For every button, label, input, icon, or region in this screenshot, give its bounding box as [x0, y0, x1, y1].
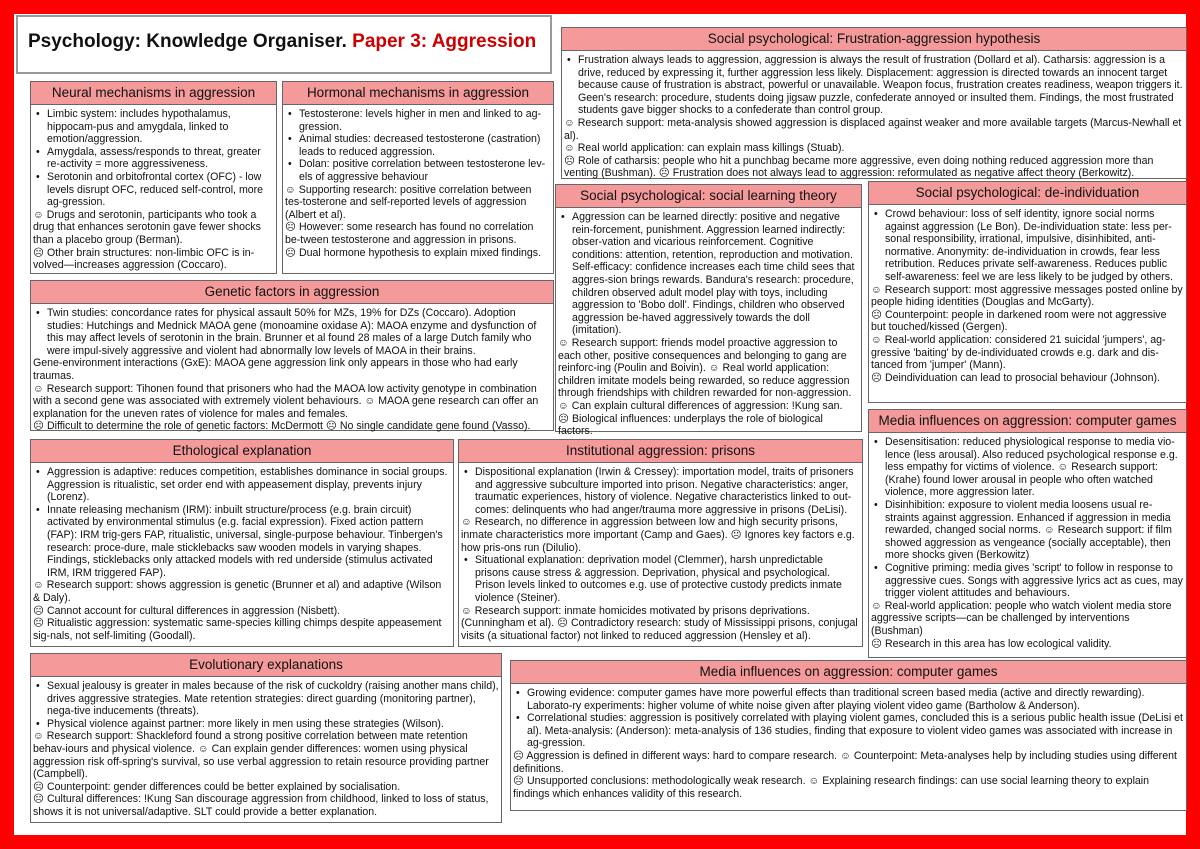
evolutionary-body [33, 680, 499, 821]
media-games-line: • Cognitive priming: media gives 'script' to follow in response to aggressive cues. Songs with aggressive lyrics act as cues, may trigger violent attitudes and behaviours. [871, 562, 1184, 600]
genetic-line: ☹ Difficult to determine the role of genetic factors: McDermott ☹ No single candidate gene found (Vasso). [33, 420, 531, 433]
media-games-line: ☹ Research in this area has low ecological validity. [871, 637, 1112, 650]
slt-line: ☺ Research support: friends model proactive aggression to each other, positive consequences and belonging to gang are reinforc-ing (Poulin and Boivin). ☺ Real world application: children imitate models being rewarded, so reduce aggression through friendships with children rewarded for non-aggression. [558, 336, 852, 400]
hormonal-line: ☺ Supporting research: positive correlation between tes-tosterone and self-reported levels of aggression (Albert et al). [285, 183, 532, 221]
media-games-heading-right: Media influences on aggression: computer games [868, 409, 1187, 433]
neural-line: ☹ Other brain structures: non-limbic OFC is in-volved—increases aggression (Coccaro). [33, 246, 255, 272]
ethological-line: ☹ Ritualistic aggression: systematic same-species killing chimps despite appeasement sig-nals, not self-limiting (Goodall). [33, 617, 442, 642]
title-box [16, 15, 552, 74]
neural-line: • Amygdala, assess/responds to threat, greater re-activity = more aggressiveness. [33, 146, 274, 171]
deindividuation-line: ☹ Deindividuation can lead to prosocial behaviour (Johnson). [871, 371, 1161, 384]
hormonal-line: • Testosterone: levels higher in men and linked to ag-gression. [285, 108, 551, 133]
ethological-line: ☺ Research support: shows aggression is genetic (Brunner et al) and adaptive (Wilson & Daly). [33, 579, 442, 604]
neural-line: • Limbic system: includes hypothalamus, hippocam-pus and amygdala, linked to emotion/aggression. [33, 108, 274, 146]
evolutionary-heading: Evolutionary explanations [30, 653, 502, 677]
frustration-heading: Social psychological: Frustration-aggression hypothesis [561, 27, 1187, 51]
evolutionary-line: ☺ Research support: Shackleford found a strong positive correlation between mate retention behav-iours and physical violence. ☺ Can explain gender differences: women using physical aggression risk off-spring's survival, so use verbal aggression to retain resource providing partner (Campbell). [33, 730, 489, 781]
media-games-line: ☹ Aggression is defined in different ways: hard to compare research. ☺ Counterpoint: Meta-analyses help by including studies using different definitions. [513, 749, 1177, 775]
media-games-body-right [871, 436, 1184, 656]
evolutionary-line: ☹ Cultural differences: !Kung San discourage aggression from childhood, linked to loss of status, shows it is not universal/adaptive. SLT could provide a better explanation. [33, 793, 489, 818]
genetic-body [33, 307, 551, 433]
institutional-line: • Situational explanation: deprivation model (Clemmer), harsh unpredictable prisons cause stress & aggression. Deprivation, physical and psychological. Prison levels linked to outcomes e.g. use of protective custody predicts inmate violence (Steiner). [461, 554, 860, 604]
deindividuation-line: ☹ Counterpoint: people in darkened room were not aggressive but touched/kissed (Gergen). [871, 308, 1167, 334]
frustration-line: • Frustration always leads to aggression, aggression is always the result of frustration (Dollard et al). Catharsis: aggression is a drive, reduced by expressing it, further aggression less likely. Displacement: aggression is directed towards an innocent target because cause of frustration is abstract, powerful or unavailable. Weapon focus, frustration creates readiness, weapon triggers it. Geen's research: procedure, students doing jigsaw puzzle, confederate annoyed or insulted them. Findings, the most frustrated students gave bigger shocks to a confederate than control group. [564, 54, 1184, 117]
media-games-line: • Disinhibition: exposure to violent media loosens usual re-straints against aggression. Enhanced if aggression in media rewarded, changed social norms. ☺ Research support: if film showed aggression as vengeance (socially acceptable), then more shocks given (Berkowitz) [871, 499, 1184, 562]
neural-line: ☺ Drugs and serotonin, participants who took a drug that enhances serotonin gave fewer shocks than a placebo group (Berman). [33, 208, 261, 246]
slt-line: ☹ Biological influences: underplays the role of biological factors. [558, 412, 823, 438]
institutional-line: ☺ Research support: inmate homicides motivated by prisons deprivations. (Cunningham et al). ☹ Contradictory research: study of Mississippi prisons, conjugal visits (a situational factor) not linked to reduced aggression (Hensley et al). [461, 604, 858, 642]
evolutionary-line: • Sexual jealousy is greater in males because of the risk of cuckoldry (raising another mans child), drives aggressive strategies. Mate retention strategies: direct guarding (monitoring partner), nega-tive inducements (threats). [33, 680, 499, 718]
neural-body [33, 108, 274, 272]
media-games-line: • Correlational studies: aggression is positively correlated with playing violent games, concluded this is a serious public health issue (DeLisi et al). Meta-analysis: (Anderson): meta-analysis of 136 studies, finding that exposure to violent video games was associated with increase in ag-gression. [513, 712, 1184, 750]
institutional-line: ☺ Research, no difference in aggression between low and high security prisons, inmate characteristics more important (Camp and Gaes). ☹ Ignores key factors e.g. how pris-ons run (Dilulio). [461, 516, 855, 554]
neural-line: • Serotonin and orbitofrontal cortex (OFC) - low levels disrupt OFC, reduced self-control, more ag-gression. [33, 171, 274, 209]
deindividuation-line: ☺ Research support: most aggressive messages posted online by people hiding identities (Douglas and McGarty). [871, 283, 1183, 309]
genetic-line: • Twin studies: concordance rates for physical assault 50% for MZs, 19% for DZs (Coccaro). Adoption studies: Hutchings and Mednick MAOA gene (monoamine oxidase A): MAOA enzyme and dysfunction of this may affect levels of serotonin in the brain. Brunner et al found 28 males of a large Dutch family who were impul-sively aggressive and violent had abnormally low levels of MAOA in their brains. [33, 307, 551, 357]
title-sub: Paper 3: Aggression [352, 31, 537, 52]
media-games-line: ☹ Unsupported conclusions: methodologically weak research. ☺ Explaining research findings: can use social learning theory to explain findings which enhances validity of this research. [513, 775, 1150, 800]
media-games-body-bottom [513, 687, 1184, 809]
genetic-line: ☺ Research support: Tihonen found that prisoners who had the MAOA low activity genotype in combination with a second gene was associated with extremely violent behaviours. ☺ MAOA gene research can offer an explanation for the uneven rates of violence for males and females. [33, 382, 539, 420]
ethological-line: • Aggression is adaptive: reduces competition, establishes dominance in social groups. Aggression is ritualistic, set order end with appeasement display, prevents injury (Lorenz). [33, 466, 451, 504]
ethological-body [33, 466, 451, 645]
genetic-heading: Genetic factors in aggression [30, 280, 554, 304]
slt-line: • Aggression can be learned directly: positive and negative rein-forcement, punishment. Aggression learned indirectly: obser-vation and vicarious reinforcement. Cognitive conditions: attention, retention, reproduction and motivation. Self-efficacy: confidence increases each time child sees that aggres-sion brings rewards. Bandura's research: procedure, children observed adult model play with toys, including aggression to 'Bobo doll'. Findings, children who observed aggression be-haved aggressively towards the doll (imitation). [558, 211, 859, 337]
deindividuation-body [871, 208, 1184, 401]
slt-heading: Social psychological: social learning theory [555, 184, 862, 208]
frustration-body [564, 54, 1184, 180]
slt-body [558, 211, 859, 438]
frustration-line: ☺ Research support: meta-analysis showed aggression is displaced against weaker and more available targets (Marcus-Newhall et al). [564, 116, 1182, 142]
institutional-heading: Institutional aggression: prisons [458, 439, 863, 463]
title-main: Psychology: Knowledge Organiser. [28, 31, 347, 52]
hormonal-line: ☹ However: some research has found no correlation be-tween testosterone and aggression in prisons. [285, 221, 534, 246]
hormonal-heading: Hormonal mechanisms in aggression [282, 81, 554, 105]
ethological-heading: Ethological explanation [30, 439, 454, 463]
deindividuation-line: • Crowd behaviour: loss of self identity, ignore social norms against aggression (Le Bon). De-individuation state: less per-sonal responsibility, irrational, impulsive, disinhibited, anti-normative. Anonymity: de-individuation in crowds, fear less retribution. Reduces private self-awareness. Reduces public self-awareness: feel we are less likely to be judged by others. [871, 208, 1184, 284]
ethological-line: ☹ Cannot account for cultural differences in aggression (Nisbett). [33, 604, 341, 617]
ethological-line: • Innate releasing mechanism (IRM): inbuilt structure/process (e.g. brain circuit) activated by environmental stimulus (e.g. facial expression). Fixed action pattern (FAP): IRM trig-gers FAP, ritualistic, universal, single-purpose behaviour. Tinbergen's research: proce-dure, male sticklebacks saw wooden models in varying shapes. Findings, sticklebacks only attacked models with red underside (stimulus activated IRM, IRM triggered FAP). [33, 504, 451, 580]
deindividuation-line: ☺ Real-world application: considered 21 suicidal 'jumpers', ag-gressive 'baiting' by de-individuated crowds e.g. dark and dis-tanced from 'jumper' (Mann). [871, 333, 1166, 372]
media-games-heading-bottom: Media influences on aggression: computer games [510, 660, 1187, 684]
media-games-line: • Growing evidence: computer games have more powerful effects than traditional screen based media (active and directly rewarding). Laborato-ry experiments: higher volume of white noise given after playing violent video game (Bartholow & Anderson). [513, 687, 1184, 712]
media-games-line: • Desensitisation: reduced physiological response to media vio-lence (less arousal). Also reduced psychological response e.g. less empathy for victims of violence. ☺ Research support: (Krahe) found lower arousal in people who often watched violence, more aggression later. [871, 436, 1184, 499]
institutional-line: • Dispositional explanation (Irwin & Cressey): importation model, traits of prisoners and aggressive subculture imported into prison. Negative characteristics: anger, traumatic experiences, history of violence. Negative characteristics linked to out-comes: delinquents who had anger/trauma more aggressive in prisons (DeLisi). [461, 466, 860, 516]
slt-line: ☺ Can explain cultural differences of aggression: !Kung san. [558, 399, 843, 412]
deindividuation-heading: Social psychological: de-individuation [868, 181, 1187, 205]
evolutionary-line: ☹ Counterpoint: gender differences could be better explained by socialisation. [33, 780, 401, 793]
frustration-line: ☺ Real world application: can explain mass killings (Stuab). [564, 142, 845, 155]
hormonal-line: • Animal studies: decreased testosterone (castration) leads to reduced aggression. [285, 133, 551, 158]
hormonal-line: ☹ Dual hormone hypothesis to explain mixed findings. [285, 246, 542, 259]
page-title [28, 31, 536, 53]
hormonal-line: • Dolan: positive correlation between testosterone lev-els of aggressive behaviour [285, 158, 551, 183]
media-games-line: ☺ Real-world application: people who watch violent media store aggressive scripts—can be challenged by interventions (Bushman) [871, 599, 1172, 637]
neural-heading: Neural mechanisms in aggression [30, 81, 277, 105]
institutional-body [461, 466, 860, 645]
evolutionary-line: • Physical violence against partner: more likely in men using these strategies (Wilson). [33, 718, 499, 731]
genetic-line: Gene-environment interactions (GxE): MAOA gene aggression link only appears in those who had early traumas. [33, 357, 518, 382]
frustration-line: ☹ Role of catharsis: people who hit a punchbag became more aggressive, even doing nothing reduced aggression more than venting (Bushman). ☹ Frustration does not always lead to aggression: reformulated as negative affect theory (Berkowitz). [564, 154, 1154, 180]
hormonal-body [285, 108, 551, 272]
